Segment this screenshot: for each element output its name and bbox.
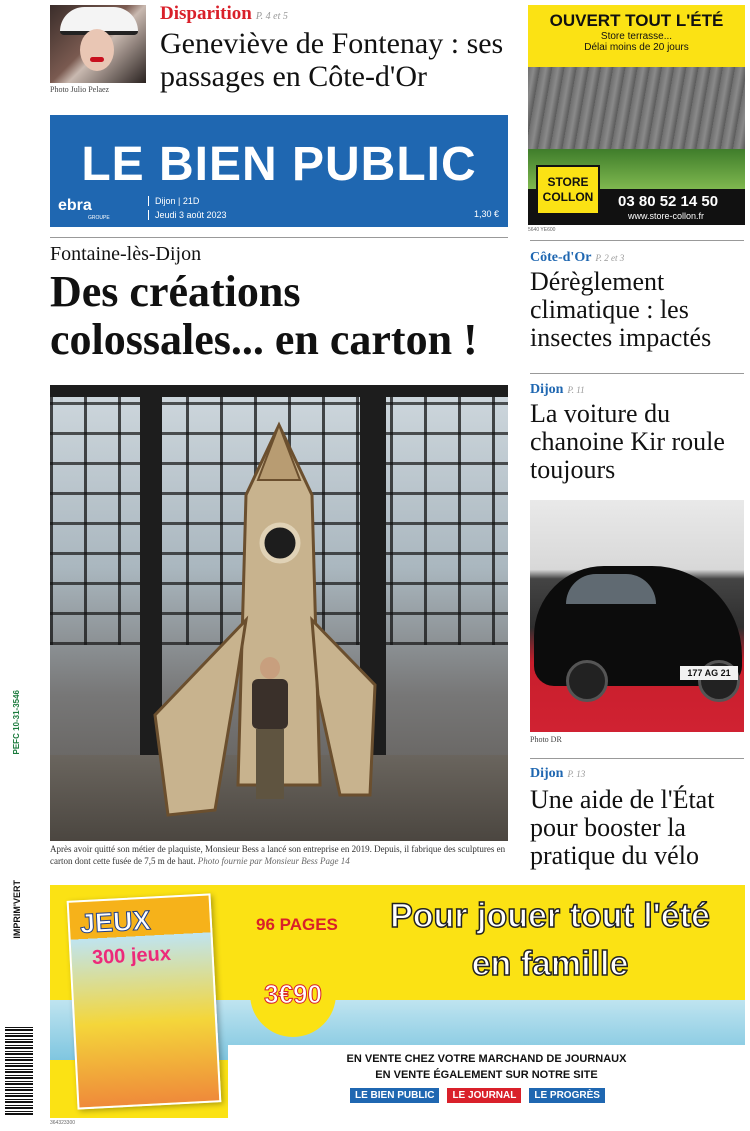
store-ad-line2: Délai moins de 20 jours: [584, 42, 689, 53]
side-story-1-pages: P. 2 et 3: [595, 253, 625, 263]
side-story-1-kicker: [530, 250, 624, 266]
masthead: [50, 115, 508, 227]
side-story-2-title[interactable]: La voiture du chanoine Kir roule toujours: [530, 399, 725, 484]
car-photo[interactable]: [530, 500, 744, 732]
car-photo-credit: Photo DR: [530, 735, 562, 744]
games-ad-price: 3€90: [250, 951, 336, 1037]
main-caption-text: Après avoir quitté son métier de plaquiste, Monsieur Bess a lancé son entreprise en 2019. Depuis, il fabrique des sculptures en carton dont cette fusée de 7,5 m de haut.: [50, 844, 506, 866]
teaser-title[interactable]: Geneviève de Fontenay : ses passages en Côte-d'Or: [160, 27, 504, 93]
ebra-logo: [58, 197, 110, 221]
side-story-2-kicker: [530, 382, 585, 398]
main-caption-page[interactable]: Page 14: [319, 856, 350, 866]
side-story-1-kicker-text: Côte-d'Or: [530, 250, 592, 265]
games-ad[interactable]: [50, 885, 745, 1118]
games-ad-sale-line-2: EN VENTE ÉGALEMENT SUR NOTRE SITE: [375, 1069, 598, 1081]
store-collon-logo: STORE COLLON: [536, 165, 600, 215]
imprimvert-label: IMPRIM'VERT: [12, 880, 22, 939]
teaser-photo-credit: Photo Julio Pelaez: [50, 85, 110, 94]
teaser-kicker[interactable]: [160, 3, 288, 25]
brand-le-journal[interactable]: LE JOURNAL: [447, 1088, 521, 1103]
divider: [530, 758, 744, 759]
teaser-kicker-text: Disparition: [160, 3, 252, 24]
side-story-2-kicker-text: Dijon: [530, 382, 564, 397]
side-story-3-kicker-text: Dijon: [530, 766, 564, 781]
side-story-2-pages: P. 11: [567, 385, 585, 395]
side-story-1-title[interactable]: Dérèglement climatique : les insectes impactés: [530, 267, 712, 352]
barcode: [5, 1025, 33, 1115]
store-ad-banner: [528, 5, 745, 67]
main-caption-credit: Photo fournie par Monsieur Bess: [197, 856, 318, 866]
pefc-label: PEFC 10-31-3546: [12, 690, 21, 755]
masthead-title[interactable]: LE BIEN PUBLIC: [81, 138, 477, 191]
store-ad-headline: OUVERT TOUT L'ÉTÉ: [549, 11, 724, 30]
masthead-date: Jeudi 3 août 2023: [148, 210, 227, 220]
store-ad-awning-image: [528, 67, 745, 149]
divider: [530, 373, 744, 374]
store-ad-code: 5640 YE600: [528, 227, 556, 233]
games-ad-brands: [350, 1088, 605, 1103]
store-ad-url: www.store-collon.fr: [628, 211, 705, 221]
ebra-logo-sub: GROUPE: [88, 215, 110, 221]
games-ad-headline-1: Pour jouer tout l'été: [390, 897, 710, 935]
car-plate: 177 AG 21: [680, 666, 738, 680]
games-book-count: 300 jeux: [91, 942, 172, 970]
ebra-logo-text: ebra: [58, 197, 92, 214]
teaser-pages: P. 4 et 5: [255, 11, 288, 22]
games-ad-headline-2: en famille: [471, 945, 629, 983]
teaser-photo: [50, 5, 146, 83]
masthead-price: 1,30 €: [474, 209, 500, 219]
side-story-3-pages: P. 13: [567, 769, 586, 779]
side-story-3-kicker: [530, 766, 585, 782]
main-photo[interactable]: [50, 385, 508, 841]
games-book-title: JEUX: [79, 905, 152, 939]
games-ad-pages: 96 PAGES: [256, 915, 338, 934]
divider: [530, 240, 744, 241]
brand-le-bien-public[interactable]: LE BIEN PUBLIC: [350, 1088, 439, 1103]
masthead-edition: Dijon | 21D: [148, 196, 199, 206]
main-photo-caption: [50, 843, 515, 867]
games-ad-code: 364323300: [50, 1120, 76, 1126]
man-in-photo: [248, 657, 292, 807]
brand-le-progres[interactable]: LE PROGRÈS: [529, 1088, 605, 1103]
store-collon-ad[interactable]: [528, 5, 745, 225]
divider: [50, 237, 508, 238]
main-headline[interactable]: Des créations colossales... en carton !: [50, 267, 478, 364]
main-kicker: Fontaine-lès-Dijon: [50, 243, 202, 265]
games-ad-sale-line-1: EN VENTE CHEZ VOTRE MARCHAND DE JOURNAUX: [346, 1053, 627, 1065]
side-story-3-title[interactable]: Une aide de l'État pour booster la pratique du vélo: [530, 785, 715, 870]
store-ad-phone: 03 80 52 14 50: [618, 193, 719, 210]
store-ad-line1: Store terrasse...: [600, 31, 673, 42]
